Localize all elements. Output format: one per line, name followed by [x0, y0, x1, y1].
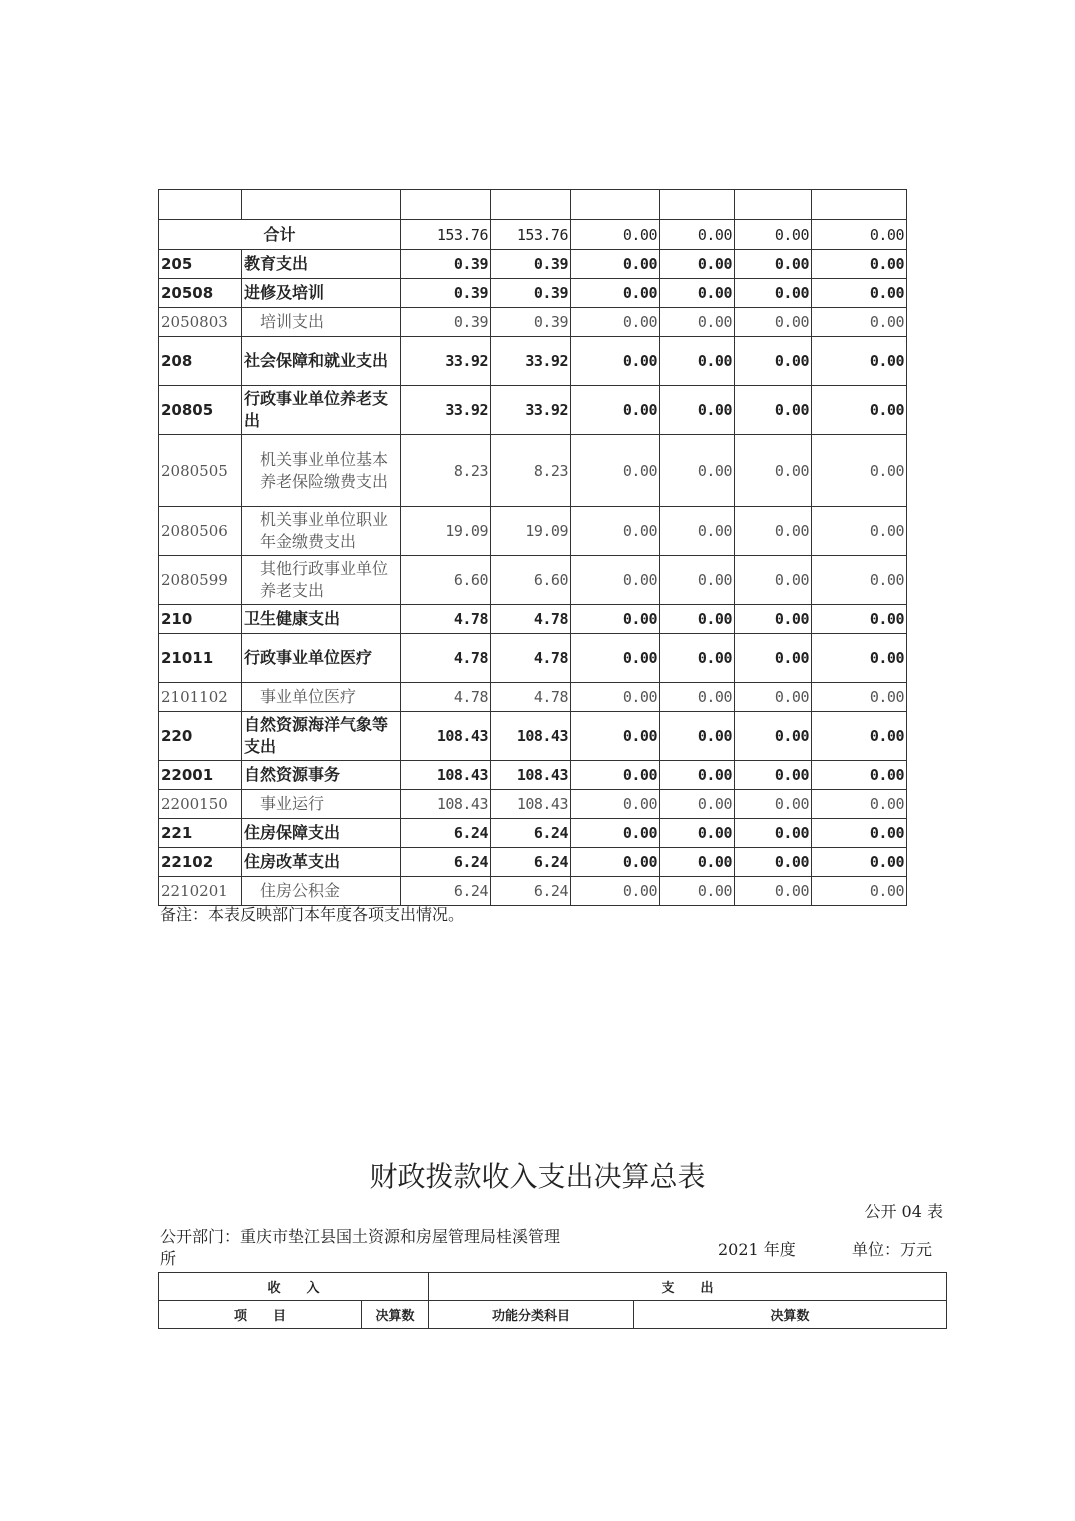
row-value: 0.00 — [660, 337, 735, 386]
table-row — [159, 279, 907, 308]
row-name: 进修及培训 — [242, 279, 401, 308]
unit-label: 单位：万元 — [852, 1240, 933, 1259]
row-value: 0.00 — [735, 712, 812, 761]
row-value: 0.00 — [735, 279, 812, 308]
row-value: 108.43 — [491, 790, 571, 819]
row-value: 4.78 — [491, 605, 571, 634]
col-item: 项 目 — [159, 1301, 362, 1329]
blank-header-row — [159, 190, 907, 220]
row-value: 0.00 — [735, 386, 812, 435]
row-value: 4.78 — [491, 634, 571, 683]
row-value: 0.39 — [401, 308, 491, 337]
row-value: 0.00 — [812, 683, 907, 712]
table-row — [159, 683, 907, 712]
row-value: 8.23 — [401, 435, 491, 507]
row-code: 2080599 — [159, 556, 242, 605]
row-value: 0.00 — [812, 435, 907, 507]
row-code: 22001 — [159, 761, 242, 790]
row-code: 21011 — [159, 634, 242, 683]
row-value: 108.43 — [401, 761, 491, 790]
row-value: 0.00 — [812, 712, 907, 761]
row-value: 19.09 — [401, 507, 491, 556]
table-row — [159, 761, 907, 790]
row-code: 221 — [159, 819, 242, 848]
row-name: 住房公积金 — [242, 877, 401, 906]
row-value: 0.00 — [571, 556, 660, 605]
row-value: 0.00 — [812, 605, 907, 634]
row-value: 0.00 — [660, 386, 735, 435]
row-value: 6.24 — [491, 848, 571, 877]
row-value: 0.00 — [735, 634, 812, 683]
row-value: 108.43 — [401, 712, 491, 761]
summary-column-row — [159, 1301, 947, 1329]
row-name: 事业单位医疗 — [242, 683, 401, 712]
table-row — [159, 848, 907, 877]
row-value: 0.00 — [735, 683, 812, 712]
row-value: 6.24 — [491, 877, 571, 906]
row-value: 0.00 — [735, 507, 812, 556]
row-code: 210 — [159, 605, 242, 634]
row-value: 6.24 — [401, 819, 491, 848]
row-name: 培训支出 — [242, 308, 401, 337]
table-row — [159, 556, 907, 605]
row-code: 205 — [159, 250, 242, 279]
row-value: 0.00 — [812, 819, 907, 848]
row-value: 0.00 — [735, 819, 812, 848]
row-value: 0.00 — [571, 761, 660, 790]
row-value: 4.78 — [401, 683, 491, 712]
col-function-category: 功能分类科目 — [429, 1301, 634, 1329]
table-row — [159, 337, 907, 386]
row-value: 0.00 — [660, 683, 735, 712]
row-value: 0.00 — [660, 712, 735, 761]
expenditure-table — [158, 189, 907, 906]
row-value: 0.00 — [571, 790, 660, 819]
row-value: 33.92 — [491, 386, 571, 435]
row-value: 0.00 — [812, 308, 907, 337]
row-value: 6.60 — [491, 556, 571, 605]
row-value: 4.78 — [491, 683, 571, 712]
summary-header-row — [159, 1273, 947, 1301]
row-value: 0.00 — [735, 556, 812, 605]
fiscal-year: 2021 年度 — [718, 1240, 796, 1259]
row-value: 0.00 — [571, 819, 660, 848]
row-code: 208 — [159, 337, 242, 386]
row-value: 0.39 — [401, 279, 491, 308]
row-value: 0.00 — [660, 308, 735, 337]
row-value: 0.00 — [571, 507, 660, 556]
row-code: 20508 — [159, 279, 242, 308]
row-value: 6.60 — [401, 556, 491, 605]
row-value: 0.00 — [812, 761, 907, 790]
row-value: 0.00 — [571, 848, 660, 877]
section-title: 财政拨款收入支出决算总表 — [369, 1160, 706, 1193]
row-value: 0.00 — [735, 435, 812, 507]
row-name: 机关事业单位基本养老保险缴费支出 — [242, 435, 401, 507]
income-header: 收 入 — [159, 1273, 429, 1301]
row-value: 0.00 — [812, 337, 907, 386]
col-amount: 决算数 — [362, 1301, 429, 1329]
table-row — [159, 250, 907, 279]
row-name: 卫生健康支出 — [242, 605, 401, 634]
row-value: 4.78 — [401, 634, 491, 683]
row-value: 0.00 — [660, 790, 735, 819]
row-value: 0.39 — [491, 308, 571, 337]
row-value: 0.39 — [491, 279, 571, 308]
row-value: 0.00 — [812, 556, 907, 605]
row-value: 0.00 — [660, 556, 735, 605]
row-value: 0.00 — [735, 250, 812, 279]
total-value: 0.00 — [660, 220, 735, 250]
row-code: 20805 — [159, 386, 242, 435]
row-value: 0.00 — [660, 819, 735, 848]
row-value: 0.00 — [735, 848, 812, 877]
total-value: 0.00 — [812, 220, 907, 250]
row-value: 19.09 — [491, 507, 571, 556]
form-number: 公开 04 表 — [864, 1202, 943, 1221]
table-note: 备注：本表反映部门本年度各项支出情况。 — [160, 905, 465, 924]
row-value: 0.00 — [660, 279, 735, 308]
row-code: 2050803 — [159, 308, 242, 337]
table-row — [159, 605, 907, 634]
row-value: 0.00 — [735, 761, 812, 790]
row-code: 2080506 — [159, 507, 242, 556]
row-value: 6.24 — [491, 819, 571, 848]
table-row — [159, 790, 907, 819]
row-value: 108.43 — [401, 790, 491, 819]
row-value: 8.23 — [491, 435, 571, 507]
row-value: 0.00 — [571, 308, 660, 337]
row-name: 社会保障和就业支出 — [242, 337, 401, 386]
table-row — [159, 507, 907, 556]
row-value: 0.00 — [812, 279, 907, 308]
row-value: 0.00 — [571, 386, 660, 435]
row-value: 0.00 — [812, 507, 907, 556]
table-row — [159, 712, 907, 761]
row-name: 事业运行 — [242, 790, 401, 819]
row-name: 教育支出 — [242, 250, 401, 279]
row-value: 0.00 — [571, 605, 660, 634]
table-row — [159, 386, 907, 435]
row-value: 0.00 — [735, 605, 812, 634]
table-row — [159, 308, 907, 337]
department-label: 公开部门：重庆市垫江县国土资源和房屋管理局桂溪管理所 — [160, 1227, 561, 1268]
table-row — [159, 634, 907, 683]
row-name: 自然资源事务 — [242, 761, 401, 790]
row-value: 0.00 — [812, 848, 907, 877]
row-value: 0.00 — [735, 337, 812, 386]
row-value: 0.00 — [660, 877, 735, 906]
row-value: 33.92 — [401, 337, 491, 386]
row-value: 108.43 — [491, 761, 571, 790]
row-value: 0.00 — [735, 877, 812, 906]
total-value: 0.00 — [735, 220, 812, 250]
row-value: 108.43 — [491, 712, 571, 761]
row-value: 0.00 — [660, 250, 735, 279]
row-code: 2101102 — [159, 683, 242, 712]
row-value: 0.00 — [571, 279, 660, 308]
table-row — [159, 435, 907, 507]
total-value: 153.76 — [401, 220, 491, 250]
row-code: 22102 — [159, 848, 242, 877]
row-value: 0.00 — [660, 848, 735, 877]
row-name: 行政事业单位养老支出 — [242, 386, 401, 435]
row-value: 33.92 — [491, 337, 571, 386]
row-value: 0.00 — [571, 634, 660, 683]
row-name: 住房保障支出 — [242, 819, 401, 848]
row-value: 0.39 — [401, 250, 491, 279]
row-value: 0.00 — [812, 877, 907, 906]
row-code: 220 — [159, 712, 242, 761]
summary-table-header — [158, 1272, 947, 1329]
row-value: 0.00 — [812, 386, 907, 435]
row-value: 0.00 — [571, 877, 660, 906]
row-value: 0.00 — [571, 250, 660, 279]
row-value: 0.39 — [491, 250, 571, 279]
row-name: 行政事业单位医疗 — [242, 634, 401, 683]
expense-header: 支 出 — [429, 1273, 947, 1301]
row-value: 0.00 — [812, 790, 907, 819]
table-row — [159, 819, 907, 848]
row-value: 0.00 — [660, 634, 735, 683]
row-value: 33.92 — [401, 386, 491, 435]
row-value: 0.00 — [571, 337, 660, 386]
row-value: 4.78 — [401, 605, 491, 634]
row-value: 0.00 — [660, 761, 735, 790]
row-value: 6.24 — [401, 877, 491, 906]
row-value: 0.00 — [812, 250, 907, 279]
total-row — [159, 220, 907, 250]
row-value: 0.00 — [735, 790, 812, 819]
row-value: 0.00 — [735, 308, 812, 337]
row-value: 0.00 — [812, 634, 907, 683]
row-value: 0.00 — [660, 435, 735, 507]
col-amount: 决算数 — [634, 1301, 947, 1329]
row-value: 0.00 — [660, 507, 735, 556]
row-value: 6.24 — [401, 848, 491, 877]
row-name: 住房改革支出 — [242, 848, 401, 877]
row-value: 0.00 — [571, 683, 660, 712]
row-code: 2200150 — [159, 790, 242, 819]
row-name: 自然资源海洋气象等支出 — [242, 712, 401, 761]
total-value: 0.00 — [571, 220, 660, 250]
row-value: 0.00 — [571, 435, 660, 507]
row-value: 0.00 — [660, 605, 735, 634]
row-code: 2210201 — [159, 877, 242, 906]
total-label: 合计 — [159, 220, 401, 250]
row-value: 0.00 — [571, 712, 660, 761]
row-code: 2080505 — [159, 435, 242, 507]
row-name: 机关事业单位职业年金缴费支出 — [242, 507, 401, 556]
total-value: 153.76 — [491, 220, 571, 250]
row-name: 其他行政事业单位养老支出 — [242, 556, 401, 605]
